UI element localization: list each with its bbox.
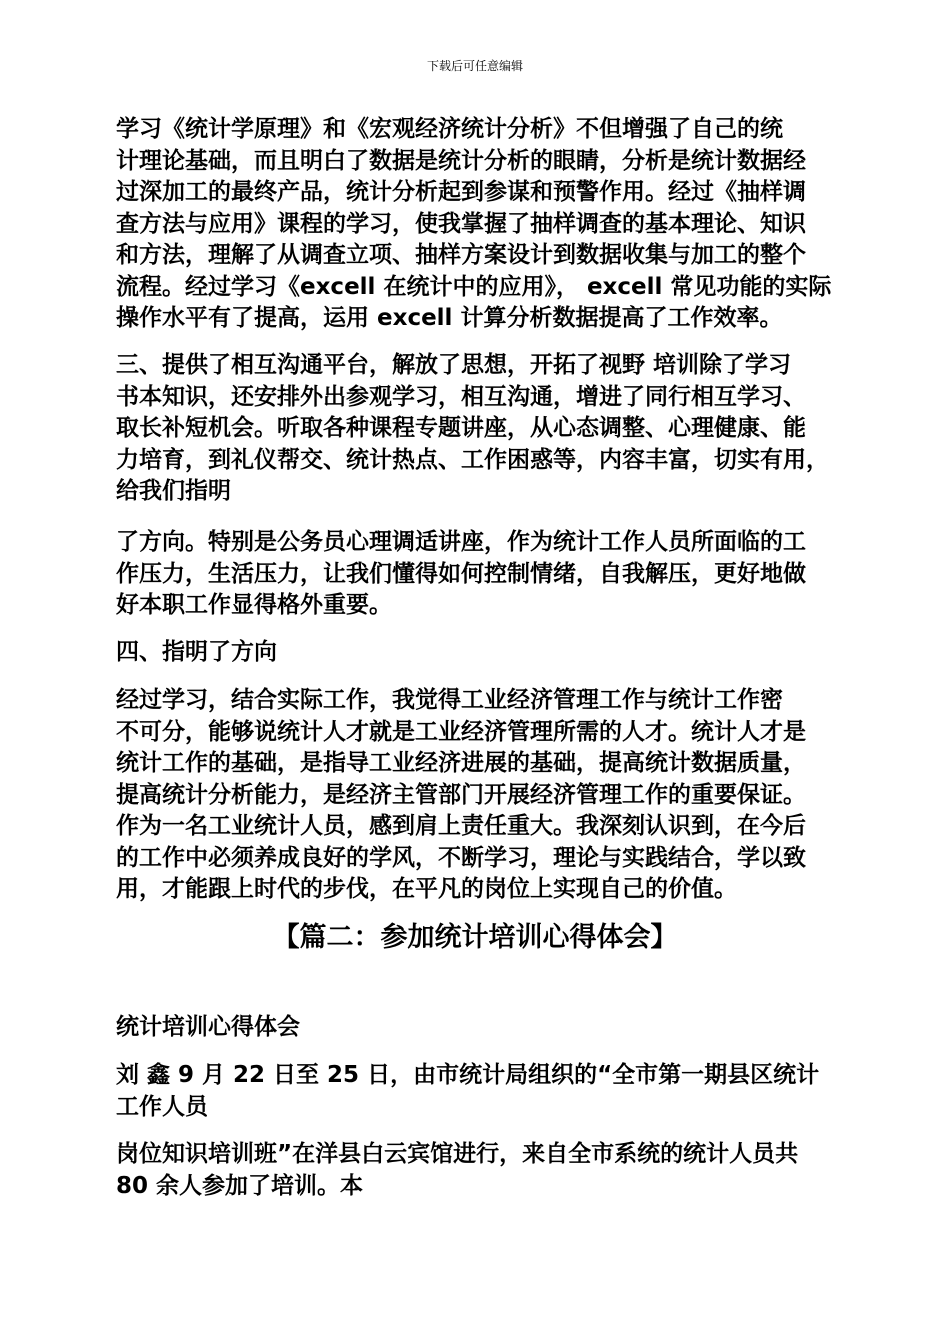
text-line: 操作水平有了提高，运用 excell 计算分析数据提高了工作效率。: [116, 305, 783, 331]
paragraph-author-dates: [116, 1060, 846, 1123]
text-line: 作为一名工业统计人员，感到肩上责任重大。我深刻认识到，在今后: [116, 813, 806, 839]
paragraph-direction-continued: [116, 527, 846, 622]
paragraph-section-three: [116, 350, 846, 508]
text-line: 查方法与应用》课程的学习，使我掌握了抽样调查的基本理论、知识: [116, 210, 806, 237]
text-line: 的工作中必须养成良好的学风，不断学习，理论与实践结合，学以致: [116, 844, 806, 871]
text-line: 统计工作的基础，是指导工业经济进展的基础，提高统计数据质量，: [116, 750, 806, 776]
text-line: 学习《统计学原理》和《宏观经济统计分析》不但增强了自己的统: [116, 116, 783, 142]
text-line: 力培育，到礼仪帮交、统计热点、工作困惑等，内容丰富，切实有用，: [116, 446, 829, 473]
text-line: 了方向。特别是公务员心理调适讲座，作为统计工作人员所面临的工: [116, 529, 806, 555]
text-line: 工作人员: [116, 1093, 208, 1120]
page-header: 下载后可任意编辑: [426, 59, 523, 73]
text-line: 给我们指明: [116, 478, 231, 504]
text-line: 和方法，理解了从调查立项、抽样方案设计到数据收集与加工的整个: [116, 242, 806, 268]
text-line: 用，才能跟上时代的步伐，在平凡的岗位上实现自己的价值。: [116, 876, 737, 902]
text-line: 三、提供了相互沟通平台，解放了思想，开拓了视野 培训除了学习: [116, 352, 792, 378]
text-line: 书本知识，还安排外出参观学习，相互沟通，增进了同行相互学习、: [116, 383, 806, 410]
section-title: 【篇二：参加统计培训心得体会】: [272, 922, 678, 953]
text-line: 提高统计分析能力，是经济主管部门开展经济管理工作的重要保证。: [116, 781, 806, 808]
paragraph-training-location: [116, 1139, 846, 1202]
text-line: 流程。经过学习《excell 在统计中的应用》， excell 常见功能的实际: [116, 273, 832, 300]
text-line: 刘 鑫 9 月 22 日至 25 日，由市统计局组织的“全市第一期县区统计: [116, 1062, 820, 1088]
subtitle-training-experience: [116, 1012, 846, 1044]
text-line: 不可分，能够说统计人才就是工业经济管理所需的人才。统计人才是: [116, 718, 806, 745]
text-line: 四、指明了方向: [116, 639, 277, 665]
text-line: 作压力，生活压力，让我们懂得如何控制情绪，自我解压，更好地做: [116, 560, 806, 587]
text-line: 统计培训心得体会: [116, 1014, 300, 1040]
text-line: 过深加工的最终产品，统计分析起到参谋和预警作用。经过《抽样调: [116, 179, 806, 205]
text-line: 80 余人参加了培训。本: [116, 1172, 364, 1199]
text-line: 计理论基础，而且明白了数据是统计分析的眼睛，分析是统计数据经: [116, 147, 806, 174]
heading-section-four: [116, 637, 846, 669]
text-line: 岗位知识培训班”在洋县白云宾馆进行，来自全市系统的统计人员共: [116, 1141, 799, 1167]
text-line: 经过学习，结合实际工作，我觉得工业经济管理工作与统计工作密: [116, 687, 783, 713]
paragraph-conclusion: [116, 685, 846, 906]
text-line: 好本职工作显得格外重要。: [116, 592, 392, 618]
paragraph-study-courses: [116, 114, 846, 335]
text-line: 取长补短机会。听取各种课程专题讲座，从心态调整、心理健康、能: [116, 415, 806, 441]
